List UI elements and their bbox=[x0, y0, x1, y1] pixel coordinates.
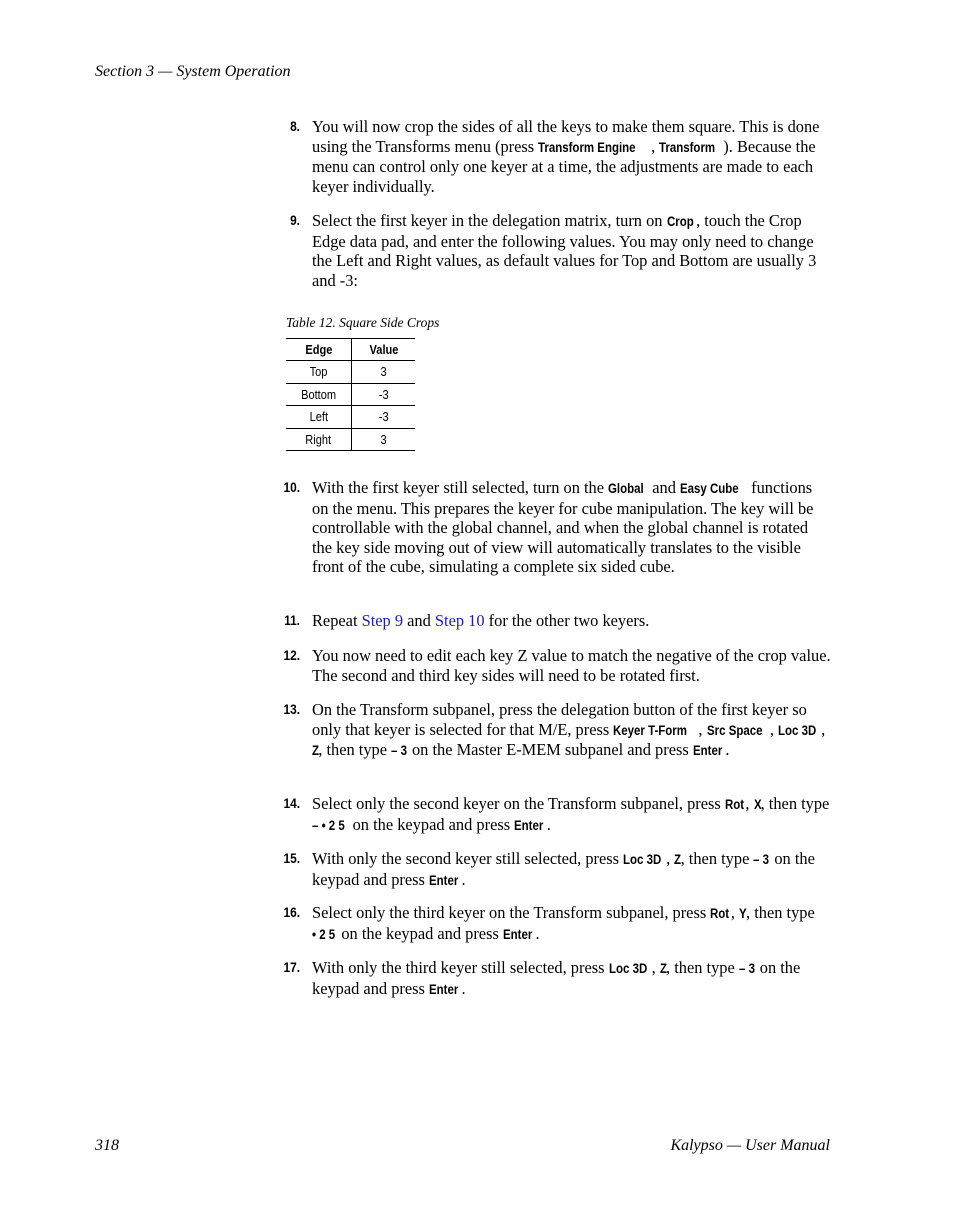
panel-button-label: – 3 bbox=[753, 852, 770, 867]
step-10 bbox=[272, 478, 832, 577]
panel-button-label: Transform bbox=[659, 139, 716, 155]
step-number: 12. bbox=[283, 647, 300, 663]
step-8 bbox=[272, 117, 832, 196]
step-text-run: on the keypad and press bbox=[312, 958, 801, 998]
step-number: 14. bbox=[283, 795, 300, 811]
step-text-run: . bbox=[546, 814, 551, 834]
step-13 bbox=[272, 700, 832, 761]
running-header: Section 3 — System Operation bbox=[95, 63, 291, 80]
step-text-run: , touch the Crop Edge data pad, and enter the following values. You may only need to change the Left and Right values, as default values for Top and Bottom are usually 3 and -3: bbox=[312, 211, 817, 290]
step-text bbox=[312, 794, 832, 835]
step-text-run: , then type bbox=[666, 958, 739, 977]
step-number: 15. bbox=[283, 850, 300, 866]
panel-button-label: X bbox=[753, 797, 762, 812]
step-17 bbox=[272, 958, 832, 999]
step-9 bbox=[272, 211, 832, 290]
step-text-run: on the keypad and press bbox=[337, 923, 503, 943]
step-text-run: , bbox=[651, 958, 660, 977]
panel-button-label: Enter bbox=[428, 981, 459, 997]
step-text-run: , then type bbox=[680, 849, 754, 868]
step-text bbox=[312, 478, 832, 577]
step-text-run: on the keypad and press bbox=[348, 814, 515, 834]
step-text-run: . bbox=[461, 869, 466, 889]
step-text-run: , bbox=[730, 903, 740, 922]
panel-button-label: Y bbox=[739, 906, 747, 921]
table-row bbox=[286, 383, 415, 406]
step-text-run: You will now crop the sides of all the keys to make them square. This is done using the Transforms menu (press bbox=[312, 117, 820, 156]
step-text bbox=[312, 849, 832, 890]
panel-button-label: Global bbox=[608, 481, 644, 496]
table-row bbox=[286, 406, 415, 429]
edge-cell: Right bbox=[286, 428, 352, 451]
column-header-value: Value bbox=[352, 339, 416, 361]
panel-button-label: Enter bbox=[502, 926, 533, 942]
step-text-run: for the other two keyers. bbox=[484, 611, 650, 630]
value-cell: 3 bbox=[352, 428, 416, 451]
step-text-run: Select the first keyer in the delegation matrix, turn on bbox=[312, 211, 667, 230]
table-header-row bbox=[286, 339, 415, 361]
panel-button-label: Transform Engine bbox=[538, 139, 636, 155]
step-text-run: , bbox=[821, 719, 826, 739]
panel-button-label: Loc 3D bbox=[608, 961, 647, 976]
edge-cell: Bottom bbox=[286, 383, 352, 406]
step-text-run: With only the second keyer still selected, press bbox=[312, 849, 624, 868]
step-11 bbox=[272, 611, 832, 631]
step-text bbox=[312, 611, 832, 631]
step-text bbox=[312, 700, 832, 761]
step-number: 16. bbox=[283, 904, 300, 920]
panel-button-label: Easy Cube bbox=[680, 481, 739, 496]
running-footer-title: Kalypso — User Manual bbox=[670, 1137, 830, 1154]
table-row bbox=[286, 428, 415, 451]
value-cell: -3 bbox=[352, 383, 416, 406]
edge-cell: Left bbox=[286, 406, 352, 429]
panel-button-label: Enter bbox=[428, 872, 459, 888]
step-text bbox=[312, 903, 832, 944]
value-cell: -3 bbox=[352, 406, 416, 429]
step-text-run: , bbox=[698, 719, 707, 739]
panel-button-label: Enter bbox=[514, 817, 544, 833]
step-number: 10. bbox=[283, 479, 300, 495]
column-header-edge: Edge bbox=[286, 339, 352, 361]
panel-button-label: – 3 bbox=[391, 743, 408, 759]
panel-button-label: Loc 3D bbox=[778, 722, 817, 738]
panel-button-label: Z bbox=[312, 743, 320, 759]
step-text-run: ). Because the menu can control only one keyer at a time, the adjustments are made to each keyer individually. bbox=[312, 136, 816, 196]
step-text-run: functions on the menu. This prepares the keyer for cube manipulation. The key will be controllable with the global channel, and when the global channel is rotated the key side moving out of view will automatically translates to the visible front of the cube, simulating a complete six sided cube. bbox=[312, 478, 814, 577]
panel-button-label: Rot bbox=[724, 797, 744, 812]
panel-button-label: Z bbox=[659, 961, 667, 976]
step-link[interactable]: Step 9 bbox=[361, 611, 404, 630]
step-text-run: Repeat bbox=[312, 611, 362, 630]
step-text-run: Select only the third keyer on the Transform subpanel, press bbox=[312, 903, 711, 922]
panel-button-label: Enter bbox=[692, 743, 723, 759]
step-text bbox=[312, 117, 832, 196]
panel-button-label: Crop bbox=[666, 214, 694, 229]
step-text-run: . bbox=[535, 923, 540, 943]
step-number: 11. bbox=[284, 612, 300, 628]
panel-button-label: Keyer T-Form bbox=[613, 722, 688, 738]
step-number: 8. bbox=[290, 118, 300, 134]
step-14 bbox=[272, 794, 832, 835]
step-text-run: , then type bbox=[318, 740, 392, 760]
panel-button-label: Z bbox=[674, 852, 682, 867]
step-text-run: . bbox=[461, 978, 466, 998]
step-text-run: , then type bbox=[746, 903, 815, 922]
step-16 bbox=[272, 903, 832, 944]
step-text-run: and bbox=[648, 478, 681, 497]
step-text bbox=[312, 211, 832, 290]
panel-button-label: • 2 5 bbox=[312, 926, 336, 942]
step-text bbox=[312, 646, 832, 685]
step-text-run: . bbox=[725, 740, 730, 760]
step-text-run: , bbox=[666, 849, 675, 868]
step-text-run: and bbox=[403, 611, 435, 630]
panel-button-label: Rot bbox=[710, 906, 730, 921]
table-caption: Table 12. Square Side Crops bbox=[286, 315, 440, 330]
step-text bbox=[312, 958, 832, 999]
edge-cell: Top bbox=[286, 361, 352, 384]
panel-button-label: – • 2 5 bbox=[312, 817, 345, 833]
page-number: 318 bbox=[95, 1137, 119, 1154]
step-text-run: , then type bbox=[760, 794, 830, 813]
step-text-run: , bbox=[745, 794, 754, 813]
step-15 bbox=[272, 849, 832, 890]
step-text-run: Select only the second keyer on the Transform subpanel, press bbox=[312, 794, 725, 813]
panel-button-label: Loc 3D bbox=[623, 852, 662, 867]
step-link[interactable]: Step 10 bbox=[434, 611, 485, 630]
step-text-run: on the keypad and press bbox=[312, 849, 815, 889]
step-number: 13. bbox=[283, 701, 300, 717]
step-text-run: on the Master E-MEM subpanel and press bbox=[407, 740, 693, 760]
step-text-run: , bbox=[651, 136, 660, 156]
panel-button-label: – 3 bbox=[738, 961, 755, 976]
step-number: 17. bbox=[283, 959, 300, 975]
step-text-run: On the Transform subpanel, press the delegation button of the first keyer so only that keyer is selected for that M/E, press bbox=[312, 700, 807, 739]
table-row bbox=[286, 361, 415, 384]
step-text-run: With only the third keyer still selected, press bbox=[312, 958, 609, 977]
value-cell: 3 bbox=[352, 361, 416, 384]
panel-button-label: Src Space bbox=[706, 722, 763, 738]
square-side-crops-table bbox=[286, 338, 415, 451]
step-text-run: You now need to edit each key Z value to match the negative of the crop value. The second and third key sides will need to be rotated first. bbox=[312, 646, 831, 685]
step-number: 9. bbox=[290, 212, 300, 228]
step-text-run: With the first keyer still selected, turn on the bbox=[312, 478, 609, 497]
step-text-run: , bbox=[769, 719, 779, 739]
step-12 bbox=[272, 646, 832, 685]
